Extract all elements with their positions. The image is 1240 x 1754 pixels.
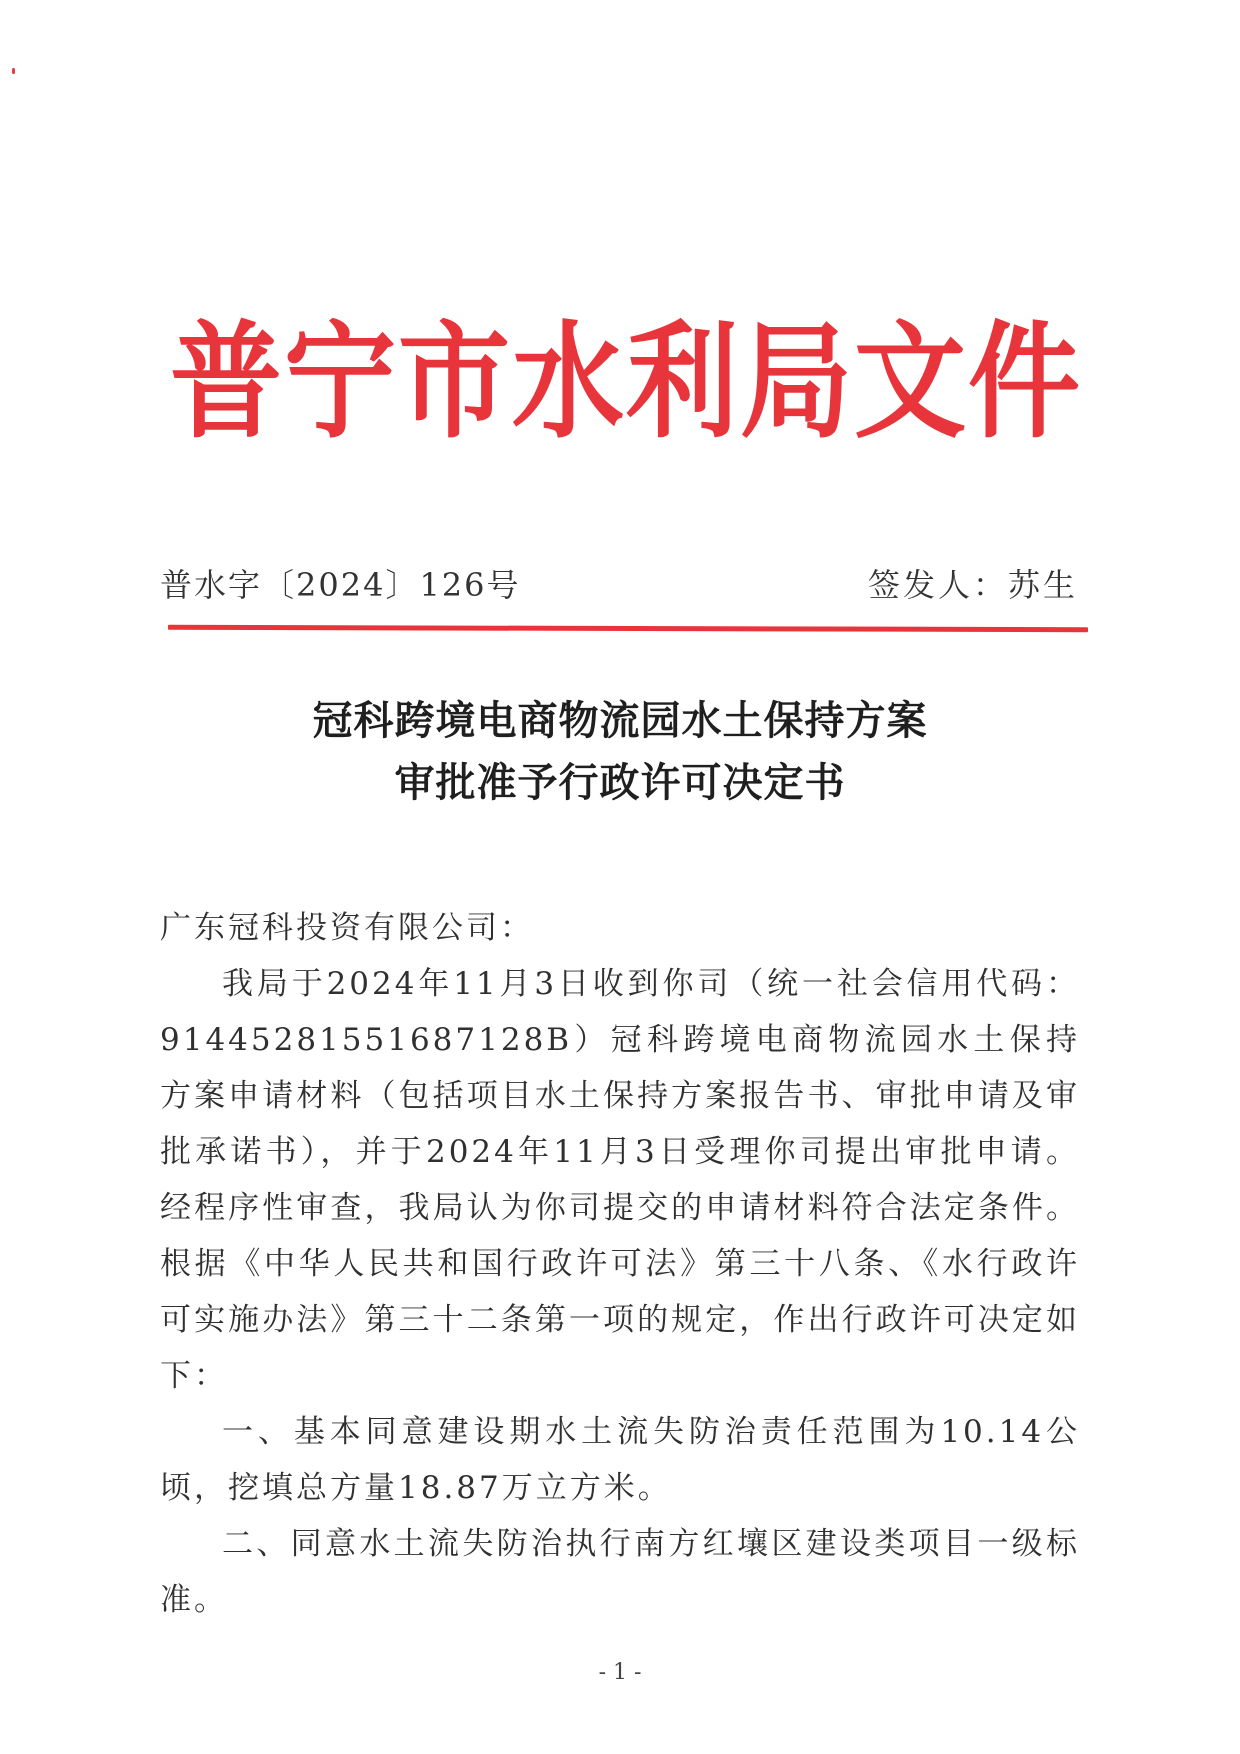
- document-title: [160, 690, 1080, 814]
- paragraph-item-2: 二、同意水土流失防治执行南方红壤区建设类项目一级标准。: [160, 1526, 1080, 1618]
- masthead-title: 普宁市水利局文件: [170, 309, 1082, 456]
- red-speck-mark: [12, 68, 15, 74]
- paragraph-item-1: 一、基本同意建设期水土流失防治责任范围为10.14公顷，挖填总方量18.87万立方米。: [160, 1414, 1080, 1506]
- red-divider-line: [168, 625, 1088, 632]
- document-number: 普水字〔2024〕126号: [160, 566, 521, 604]
- document-title-line-2: 审批准予行政许可决定书: [394, 759, 846, 806]
- document-title-line-1: 冠科跨境电商物流园水土保持方案: [312, 697, 928, 744]
- signer: 签发人：苏生: [867, 566, 1078, 604]
- page-number: - 1 -: [598, 1660, 642, 1685]
- addressee: 广东冠科投资有限公司：: [160, 910, 534, 946]
- paragraph-intro: 我局于2024年11月3日收到你司（统一社会信用代码：91445281551687128B）冠科跨境电商物流园水土保持方案申请材料（包括项目水土保持方案报告书、审批申请及审批承诺书），并于2024年11月3日受理你司提出审批申请。经程序性审查，我局认为你司提交的申请材料符合法定条件。根据《中华人民共和国行政许可法》第三十八条、《水行政许可实施办法》第三十二条第一项的规定，作出行政许可决定如下：: [160, 966, 1080, 1394]
- document-body: [160, 900, 1080, 1628]
